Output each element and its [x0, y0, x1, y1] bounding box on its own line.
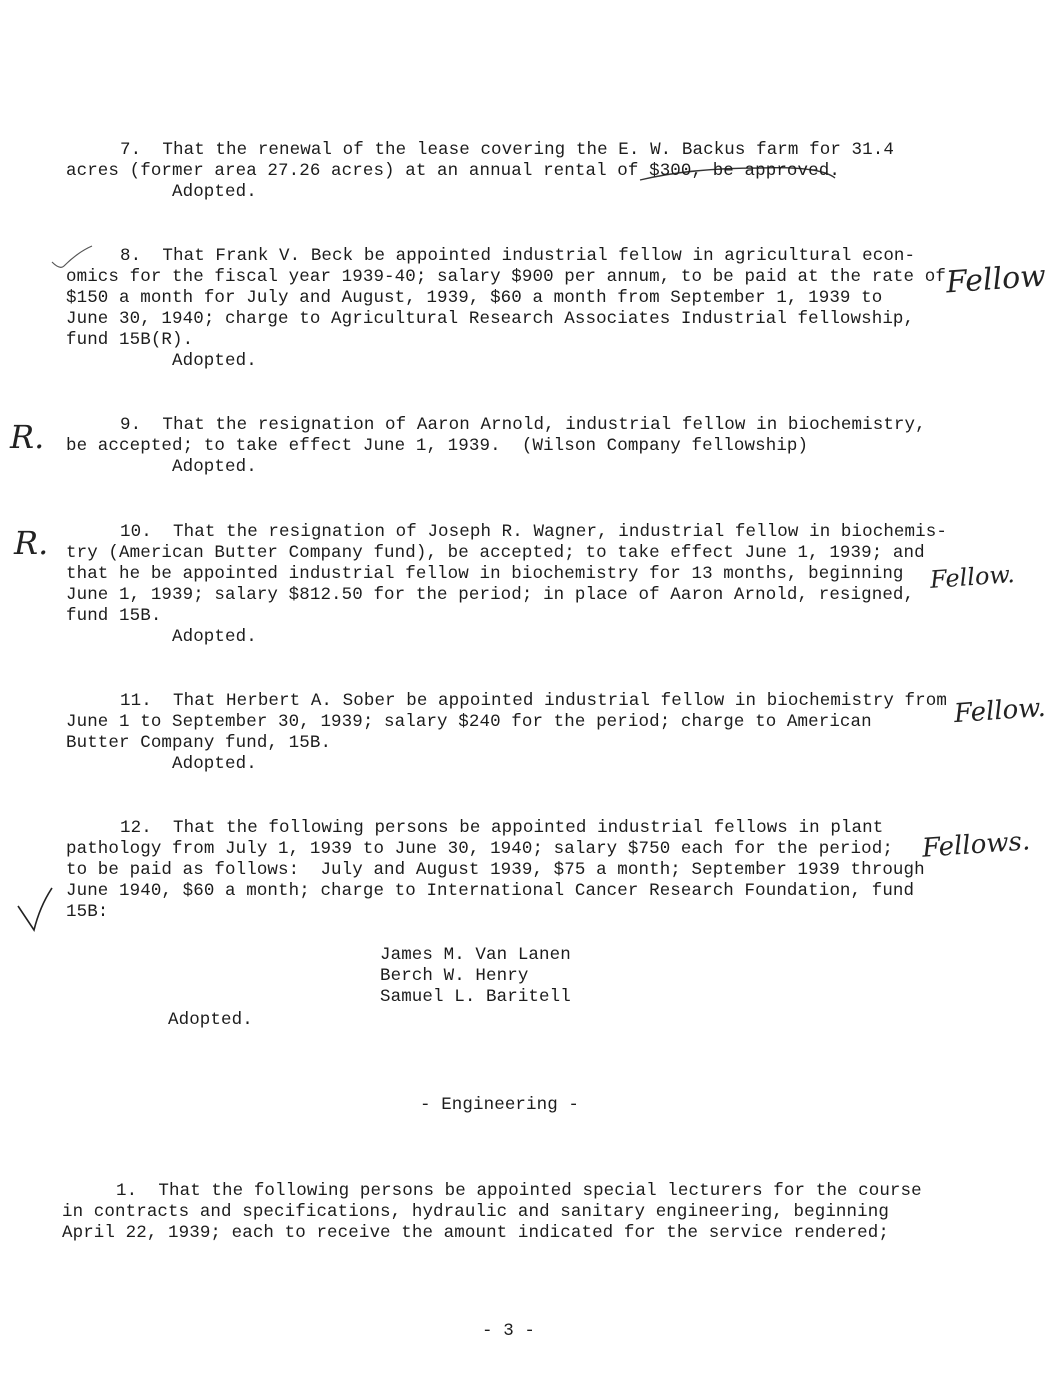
item-12-line-2: pathology from July 1, 1939 to June 30, 1940; salary $750 each for the period;: [66, 839, 893, 859]
item-12-line-5: 15B:: [66, 902, 109, 922]
item-8-line-3: $150 a month for July and August, 1939, $60 a month from September 1, 1939 to: [66, 288, 883, 308]
item-11-status: Adopted.: [172, 754, 257, 774]
item-8-status: Adopted.: [172, 351, 257, 371]
item-11-line-2: June 1 to September 30, 1939; salary $240 for the period; charge to American: [66, 712, 872, 732]
item-11-line-1: 11. That Herbert A. Sober be appointed industrial fellow in biochemistry from: [120, 691, 947, 711]
section-heading: - Engineering -: [420, 1095, 580, 1115]
item-12-line-4: June 1940, $60 a month; charge to International Cancer Research Foundation, fund: [66, 881, 915, 901]
item-10-margin-note: Fellow.: [929, 560, 1016, 594]
item-9-line-1: 9. That the resignation of Aaron Arnold, industrial fellow in biochemistry,: [120, 415, 926, 435]
appointee-name: Samuel L. Baritell: [380, 987, 571, 1007]
item-7-status: Adopted.: [172, 182, 257, 202]
item-10-line-5: fund 15B.: [66, 606, 162, 626]
checkmark-item-12: [18, 888, 52, 930]
item-9-left-mark: R.: [10, 418, 45, 456]
item-12-status: Adopted.: [168, 1010, 253, 1030]
item-10-line-4: June 1, 1939; salary $812.50 for the period; in place of Aaron Arnold, resigned,: [66, 585, 915, 605]
item-12-margin-note: Fellows.: [921, 826, 1032, 864]
item-7-line-2: acres (former area 27.26 acres) at an annual rental of $300, be approved.: [66, 161, 840, 181]
item-8-line-5: fund 15B(R).: [66, 330, 194, 350]
engineering-item-line-2: in contracts and specifications, hydraulic and sanitary engineering, beginning: [62, 1202, 889, 1222]
item-12-line-3: to be paid as follows: July and August 1939, $75 a month; September 1939 through: [66, 860, 925, 880]
item-10-line-1: 10. That the resignation of Joseph R. Wagner, industrial fellow in biochemis-: [120, 522, 947, 542]
item-10-line-3: that he be appointed industrial fellow in biochemistry for 13 months, beginning: [66, 564, 904, 584]
page-number: - 3 -: [482, 1321, 536, 1341]
item-12-line-1: 12. That the following persons be appointed industrial fellows in plant: [120, 818, 884, 838]
item-10-left-mark: R.: [14, 524, 49, 562]
item-7-line-1: 7. That the renewal of the lease covering the E. W. Backus farm for 31.4: [120, 140, 894, 160]
item-8-line-4: June 30, 1940; charge to Agricultural Research Associates Industrial fellowship,: [66, 309, 915, 329]
item-8-line-1: 8. That Frank V. Beck be appointed industrial fellow in agricultural econ-: [120, 246, 916, 266]
item-10-line-2: try (American Butter Company fund), be accepted; to take effect June 1, 1939; and: [66, 543, 925, 563]
item-10-status: Adopted.: [172, 627, 257, 647]
item-8-line-2: omics for the fiscal year 1939-40; salary $900 per annum, to be paid at the rate of: [66, 267, 946, 287]
checkmark-item-8: [52, 246, 92, 267]
appointee-name: James M. Van Lanen: [380, 945, 571, 965]
appointee-name: Berch W. Henry: [380, 966, 529, 986]
engineering-item-line-1: 1. That the following persons be appointed special lecturers for the course: [116, 1181, 922, 1201]
item-8-margin-note: Fellow: [944, 258, 1047, 301]
item-9-status: Adopted.: [172, 457, 257, 477]
engineering-item-line-3: April 22, 1939; each to receive the amount indicated for the service rendered;: [62, 1223, 889, 1243]
item-9-line-2: be accepted; to take effect June 1, 1939. (Wilson Company fellowship): [66, 436, 809, 456]
item-11-line-3: Butter Company fund, 15B.: [66, 733, 332, 753]
item-11-margin-note: Fellow.: [953, 692, 1047, 730]
